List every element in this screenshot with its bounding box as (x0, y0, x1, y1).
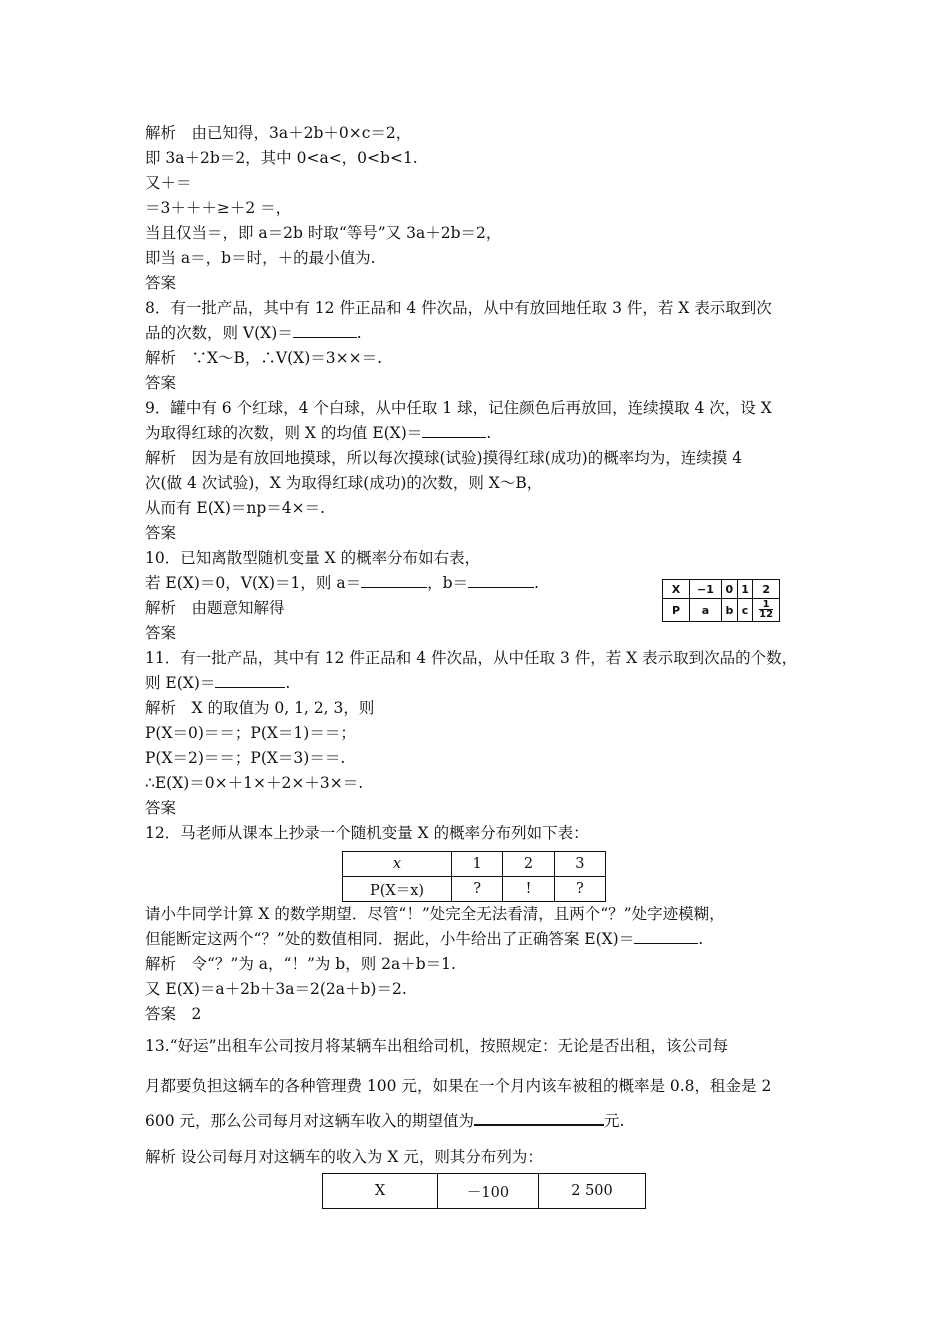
answer-blank[interactable] (215, 673, 285, 688)
table-cell: ? (452, 877, 503, 902)
table-cell: 0 (721, 580, 737, 599)
text-line-l5: 当且仅当＝，即 a＝2b 时取“等号”又 3a＋2b＝2， (145, 224, 502, 242)
table-cell: 2 (753, 580, 780, 599)
text-span: . (285, 674, 291, 692)
text-span: . (534, 574, 539, 592)
table-row (343, 877, 606, 902)
answer-blank[interactable] (474, 1110, 604, 1126)
text-span: . (698, 930, 704, 948)
text-line-l13b: 月都要负担这辆车的各种管理费 100 元，如果在一个月内该车被租的概率是 0.8，租金是 2 (145, 1077, 772, 1095)
text-span: 则 E(X)＝ (145, 674, 216, 692)
table-row (663, 580, 780, 599)
table-cell: 2 (503, 852, 554, 877)
text-line-l8c: 解析 ∵X～B，∴V(X)＝3××＝. (145, 349, 383, 367)
table-cell: 1 (737, 580, 752, 599)
text-span: 元. (604, 1112, 625, 1130)
table-cell: x (343, 852, 452, 877)
table-cell: c (737, 599, 752, 622)
text-span: 品的次数，则 V(X)＝ (145, 324, 293, 342)
text-line-l12a: 12．马老师从课本上抄录一个随机变量 X 的概率分布列如下表： (145, 824, 589, 842)
text-line-l11f: ∴E(X)＝0×＋1×＋2×＋3×＝. (145, 774, 364, 792)
table-cell: 1 (452, 852, 503, 877)
text-line-l6: 即当 a＝，b＝时，＋的最小值为. (145, 249, 376, 267)
q10-line-2 (145, 572, 539, 594)
text-span: 600 元，那么公司每月对这辆车收入的期望值为 (145, 1112, 475, 1130)
text-line-l11a: 11．有一批产品，其中有 12 件正品和 4 件次品，从中任取 3 件，若 X 表示取到次品的个数， (145, 649, 798, 667)
table-cell: ? (554, 877, 605, 902)
table-cell: －100 (438, 1174, 539, 1209)
text-line-l12e: 又 E(X)＝a＋2b＋3a＝2(2a＋b)＝2. (145, 980, 407, 998)
text-line-l9c: 解析 因为是有放回地摸球，所以每次摸球(试验)摸得红球(成功)的概率均为，连续摸 4 (145, 449, 742, 467)
text-line-l7: 答案 (145, 274, 177, 292)
text-span: 若 E(X)＝0，V(X)＝1，则 a＝ (145, 574, 362, 592)
table-cell: 2 500 (539, 1174, 646, 1209)
answer-blank[interactable] (293, 323, 357, 338)
q12-distribution-table (342, 851, 606, 902)
text-line-l11d: P(X＝0)＝＝；P(X＝1)＝＝； (145, 724, 356, 742)
text-line-l1: 解析 由已知得，3a＋2b＋0×c＝2， (145, 124, 412, 142)
table-cell: ! (503, 877, 554, 902)
table-cell: P(X＝x) (343, 877, 452, 902)
text-line-l3: 又＋＝ (145, 174, 192, 192)
text-line-l8d: 答案 (145, 374, 177, 392)
table-cell: X (663, 580, 690, 599)
table-row (663, 599, 780, 622)
table-cell: X (323, 1174, 438, 1209)
text-line-l9d: 次(做 4 次试验)，X 为取得红球(成功)的次数，则 X～B， (145, 474, 543, 492)
table-cell: −1 (690, 580, 722, 599)
text-span: . (356, 324, 362, 342)
text-line-l12f: 答案 2 (145, 1005, 202, 1023)
q13-line-3 (145, 1110, 624, 1132)
table-cell: 3 (554, 852, 605, 877)
text-span: . (486, 424, 492, 442)
q11-line-2 (145, 672, 290, 694)
q12-line-3 (145, 928, 703, 950)
text-line-l11e: P(X＝2)＝＝；P(X＝3)＝＝. (145, 749, 346, 767)
q9-line-2 (145, 422, 491, 444)
text-line-l4: ＝3＋＋＋≥＋2 ＝， (145, 199, 292, 217)
text-line-l12d: 解析 令“？”为 a，“！”为 b，则 2a＋b＝1. (145, 955, 456, 973)
text-line-l10a: 10．已知离散型随机变量 X 的概率分布如右表， (145, 549, 481, 567)
text-line-l13a: 13.“好运”出租车公司按月将某辆车出租给司机，按照规定：无论是否出租，该公司每 (145, 1037, 729, 1055)
q13-distribution-table (322, 1173, 646, 1209)
table-cell: b (721, 599, 737, 622)
text-line-l9f: 答案 (145, 524, 177, 542)
fraction (759, 600, 773, 619)
text-line-l2: 即 3a＋2b＝2，其中 0<a<，0<b<1. (145, 149, 418, 167)
answer-blank-b[interactable] (468, 573, 534, 588)
answer-blank[interactable] (634, 929, 698, 944)
text-line-l13d: 解析 设公司每月对这辆车的收入为 X 元，则其分布列为： (145, 1148, 543, 1166)
text-line-l12b: 请小牛同学计算 X 的数学期望．尽管“！”处完全无法看清，且两个“？”处字迹模糊， (145, 905, 725, 923)
text-line-l11g: 答案 (145, 799, 177, 817)
denominator: 12 (759, 609, 774, 620)
text-line-l8a: 8．有一批产品，其中有 12 件正品和 4 件次品，从中有放回地任取 3 件，若 X 表示取到次 (145, 299, 772, 317)
q10-distribution-table (662, 579, 780, 622)
text-line-l11c: 解析 X 的取值为 0, 1, 2, 3，则 (145, 699, 375, 717)
text-line-l9a: 9．罐中有 6 个红球，4 个白球，从中任取 1 球，记住颜色后再放回，连续摸取 4 次，设 X (145, 399, 772, 417)
numerator: 1 (759, 600, 773, 610)
answer-blank-a[interactable] (361, 573, 427, 588)
text-span: 为取得红球的次数，则 X 的均值 E(X)＝ (145, 424, 423, 442)
text-line-l10c: 解析 由题意知解得 (145, 599, 285, 617)
table-row (343, 852, 606, 877)
table-cell (753, 599, 780, 622)
table-row (323, 1174, 646, 1209)
text-span: 但能断定这两个“？”处的数值相同．据此，小牛给出了正确答案 E(X)＝ (145, 930, 635, 948)
table-cell: a (690, 599, 722, 622)
text-line-l9e: 从而有 E(X)＝np＝4×＝. (145, 499, 326, 517)
table-cell: P (663, 599, 690, 622)
answer-blank[interactable] (422, 423, 486, 438)
text-line-l10d: 答案 (145, 624, 177, 642)
text-span: ，b＝ (427, 574, 469, 592)
q8-line-2 (145, 322, 362, 344)
